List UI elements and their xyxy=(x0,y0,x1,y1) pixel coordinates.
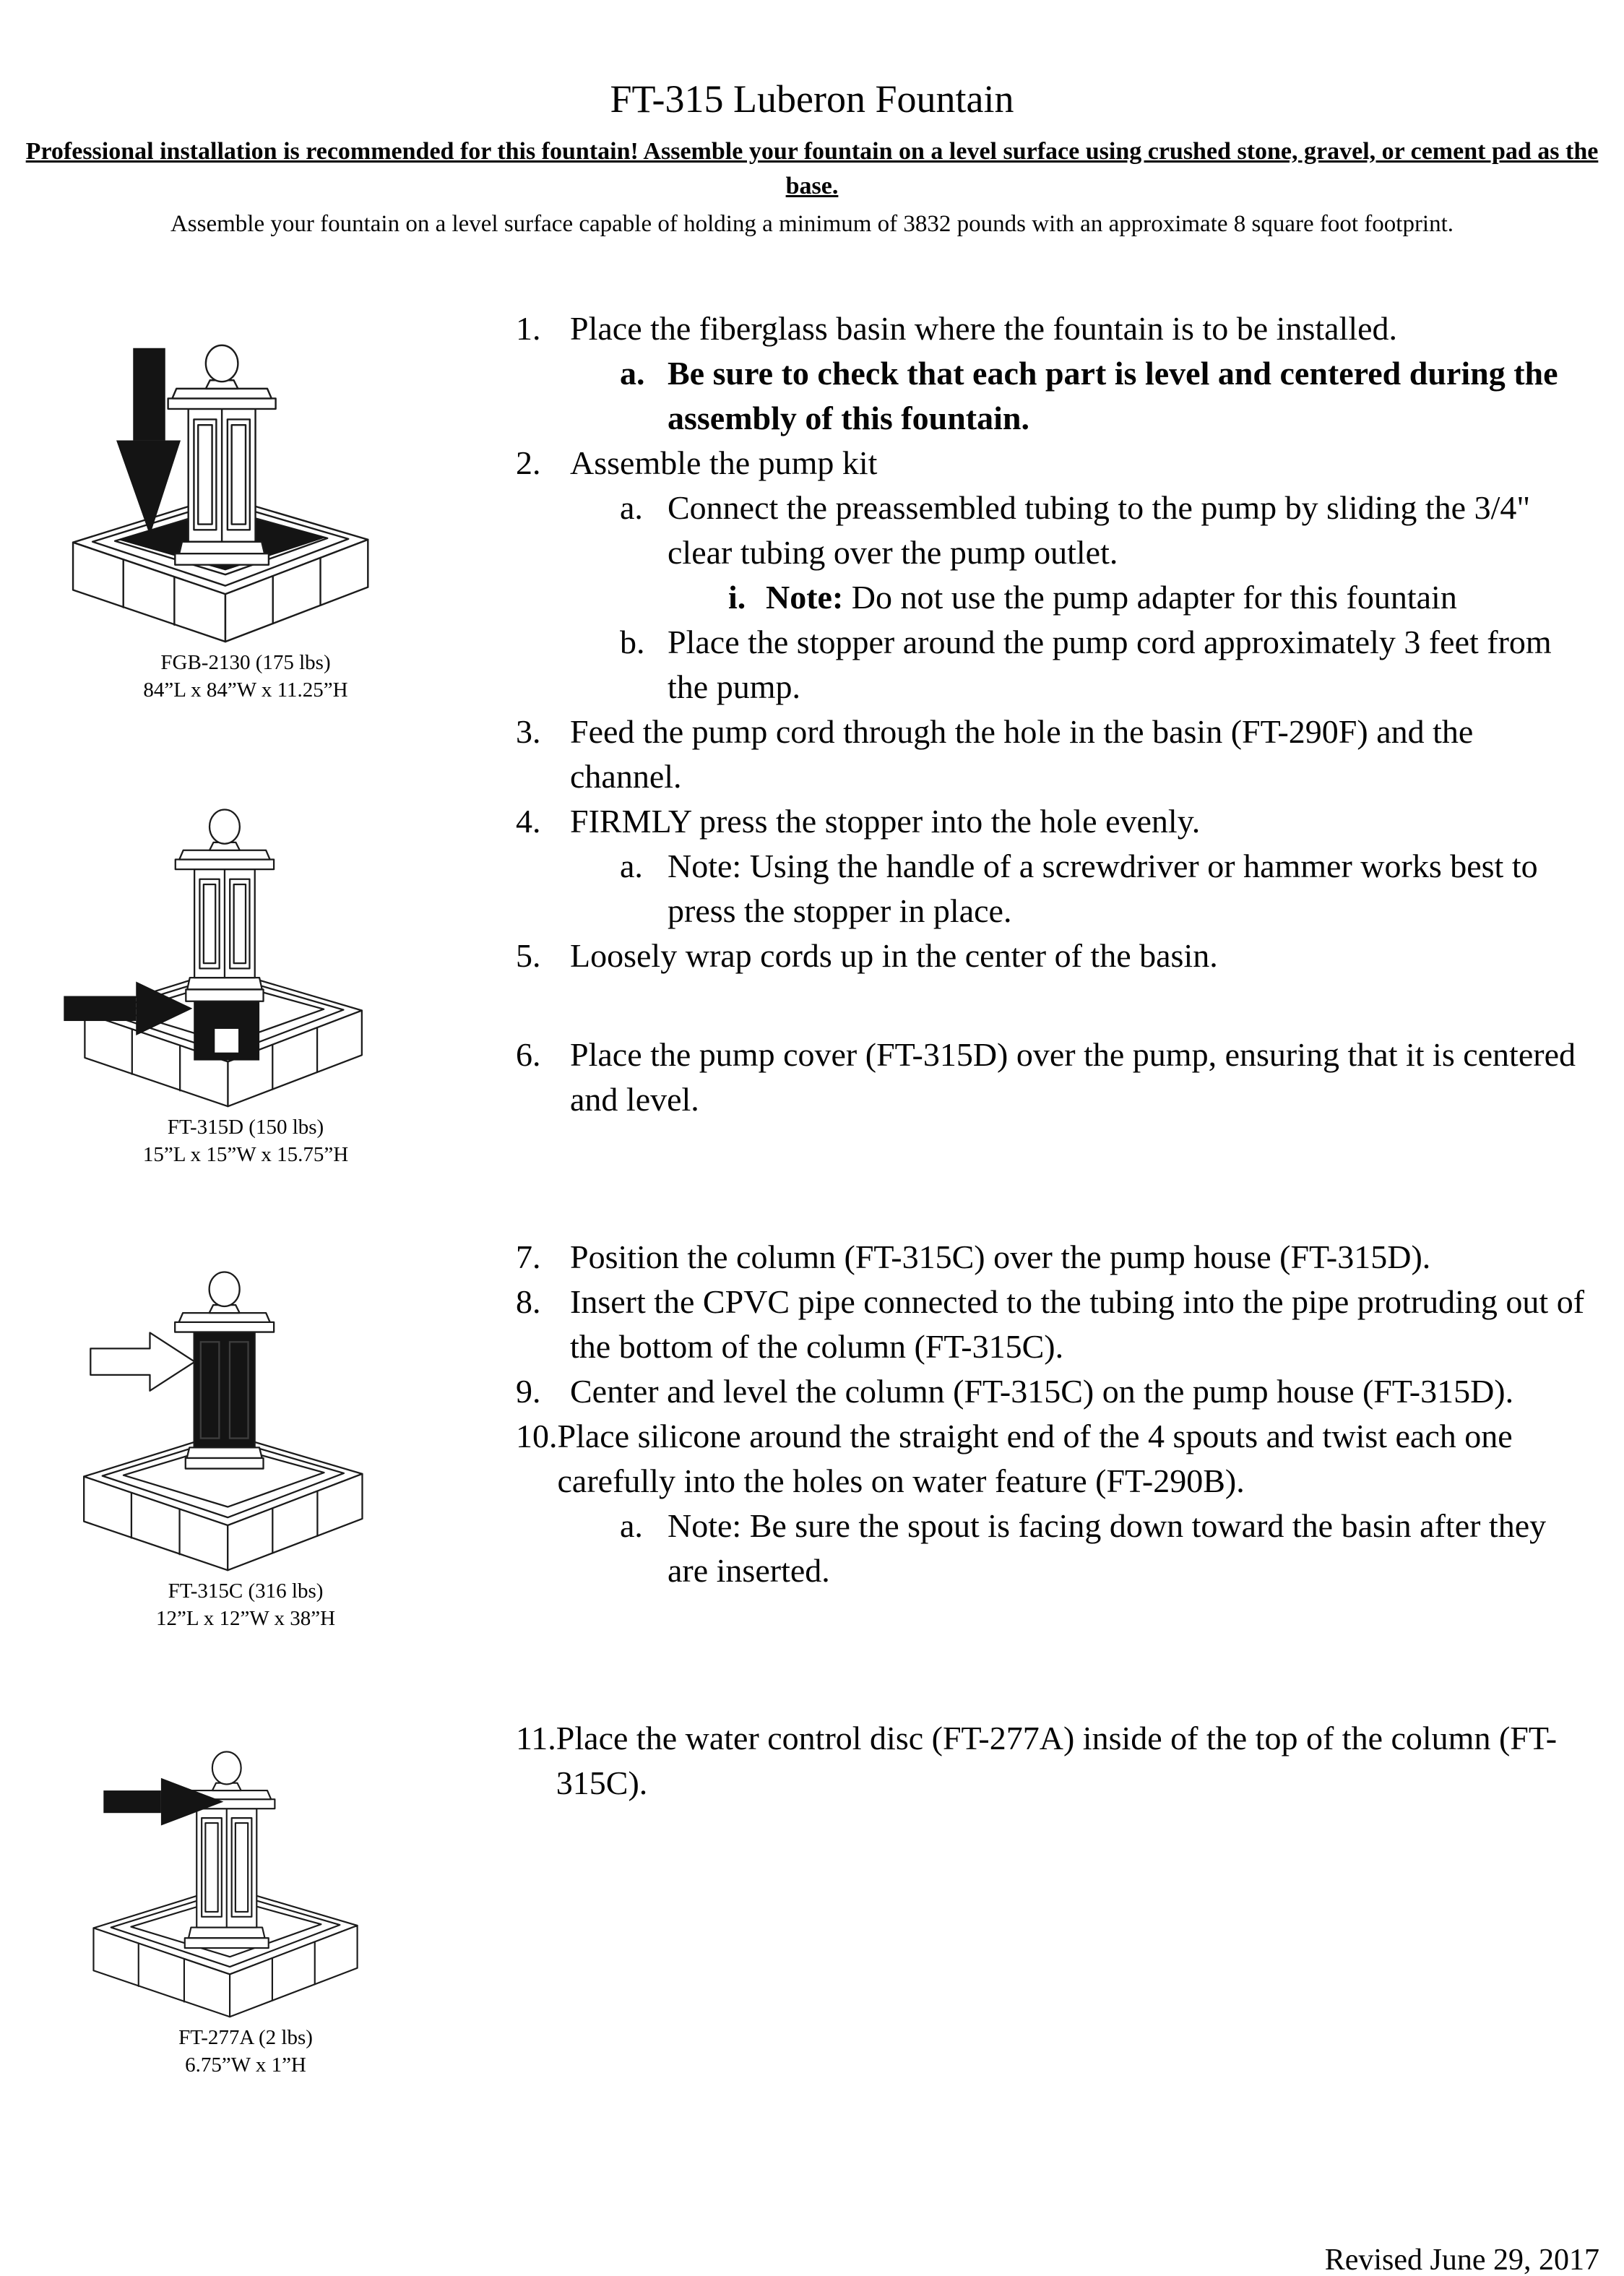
step-5 xyxy=(506,934,1585,978)
step-text: Insert the CPVC pipe connected to the tubing into the pipe protruding out of the bottom of the column (FT-315C). xyxy=(570,1283,1585,1365)
warning-bold-text: Professional installation is recommended for this fountain! Assemble your fountain on a level surface using crushed stone, gravel, or cement pad as the base. xyxy=(25,138,1599,199)
figure-caption xyxy=(43,1113,448,1168)
step-marker: 5. xyxy=(516,937,541,974)
step-marker: 9. xyxy=(516,1373,541,1410)
step-text: Place the water control disc (FT-277A) inside of the top of the column (FT-315C). xyxy=(556,1720,1558,1801)
step-text: Place the pump cover (FT-315D) over the pump, ensuring that it is centered and level. xyxy=(570,1036,1576,1118)
step-10 xyxy=(506,1414,1585,1504)
step-text: FIRMLY press the stopper into the hole evenly. xyxy=(570,803,1201,840)
figure-dimensions: 84”L x 84”W x 11.25”H xyxy=(143,678,348,702)
step-marker: 1. xyxy=(516,310,541,347)
figure-basin xyxy=(43,322,491,704)
column-drawing xyxy=(175,1272,274,1468)
figure-caption xyxy=(43,649,448,704)
step-marker: a. xyxy=(620,848,643,884)
instruction-steps xyxy=(506,306,1585,1806)
step-marker: 4. xyxy=(516,803,541,840)
step-text: Place silicone around the straight end of the 4 spouts and twist each one carefully into the holes on water feature (FT-290B). xyxy=(557,1418,1513,1499)
figure-part-number: FT-315D (150 lbs) xyxy=(167,1116,324,1139)
step-marker: 7. xyxy=(516,1238,541,1275)
figure-caption xyxy=(43,1577,448,1632)
step-marker: 11. xyxy=(516,1720,556,1756)
figure-dimensions: 12”L x 12”W x 38”H xyxy=(155,1607,336,1630)
figure-caption xyxy=(43,2024,448,2079)
figure-part-number: FT-277A (2 lbs) xyxy=(178,2026,313,2049)
step-marker: a. xyxy=(620,355,645,392)
step-4 xyxy=(506,799,1585,844)
step-text: Be sure to check that each part is level and centered during the assembly of this fountain. xyxy=(668,355,1558,436)
revision-date: Revised June 29, 2017 xyxy=(1324,2243,1599,2276)
figure-water-control-disc xyxy=(43,1730,491,2079)
note-label: Note: xyxy=(766,579,844,616)
step-3 xyxy=(506,710,1585,799)
step-text: Note: Using the handle of a screwdriver or hammer works best to press the stopper in place. xyxy=(668,848,1538,929)
down-arrow-icon xyxy=(116,348,181,535)
step-2a xyxy=(506,486,1585,575)
step-text: Center and level the column (FT-315C) on the pump house (FT-315D). xyxy=(570,1373,1514,1410)
column-illustration xyxy=(43,1268,491,1572)
step-10a xyxy=(506,1504,1585,1593)
step-marker: b. xyxy=(620,624,645,660)
step-2 xyxy=(506,441,1585,486)
pump-house-illustration xyxy=(43,806,491,1108)
warning-note-text: Assemble your fountain on a level surface capable of holding a minimum of 3832 pounds with an approximate 8 square foot footprint. xyxy=(170,211,1454,237)
header xyxy=(0,0,1624,240)
step-8 xyxy=(506,1280,1585,1369)
step-text: Position the column (FT-315C) over the pump house (FT-315D). xyxy=(570,1238,1431,1275)
figure-part-number: FGB-2130 (175 lbs) xyxy=(160,651,331,674)
note-text: Do not use the pump adapter for this fountain xyxy=(843,579,1457,616)
step-11 xyxy=(506,1716,1585,1806)
step-marker: 10. xyxy=(516,1418,558,1454)
step-text: Place the fiberglass basin where the fountain is to be installed. xyxy=(570,310,1398,347)
step-4a xyxy=(506,844,1585,934)
step-marker: a. xyxy=(620,489,643,526)
basin-illustration xyxy=(43,322,491,643)
step-marker: 6. xyxy=(516,1036,541,1073)
step-marker: a. xyxy=(620,1507,643,1544)
step-1a xyxy=(506,351,1585,441)
figure-part-number: FT-315C (316 lbs) xyxy=(168,1579,324,1603)
step-marker: 2. xyxy=(516,444,541,481)
right-arrow-outline-icon xyxy=(90,1332,194,1390)
step-9 xyxy=(506,1369,1585,1414)
step-2b xyxy=(506,620,1585,710)
step-text: Note: Be sure the spout is facing down toward the basin after they are inserted. xyxy=(668,1507,1547,1589)
step-text: Place the stopper around the pump cord approximately 3 feet from the pump. xyxy=(668,624,1552,705)
step-text xyxy=(766,575,1585,620)
step-2a-i xyxy=(506,575,1585,620)
step-marker: 3. xyxy=(516,713,541,750)
step-1 xyxy=(506,306,1585,351)
figure-dimensions: 6.75”W x 1”H xyxy=(185,2053,306,2077)
step-text: Feed the pump cord through the hole in the basin (FT-290F) and the channel. xyxy=(570,713,1474,795)
step-marker: 8. xyxy=(516,1283,541,1320)
figure-pump-house xyxy=(43,806,491,1168)
step-text: Assemble the pump kit xyxy=(570,444,878,481)
step-marker: i. xyxy=(728,579,746,616)
step-6 xyxy=(506,1033,1585,1122)
figure-dimensions: 15”L x 15”W x 15.75”H xyxy=(142,1143,349,1166)
water-control-disc-illustration xyxy=(43,1730,491,2018)
step-7 xyxy=(506,1235,1585,1280)
page-title: FT-315 Luberon Fountain xyxy=(610,77,1014,121)
step-text: Connect the preassembled tubing to the pump by sliding the 3/4" clear tubing over the pump outlet. xyxy=(668,489,1531,571)
step-text: Loosely wrap cords up in the center of the basin. xyxy=(570,937,1218,974)
figure-column xyxy=(43,1268,491,1632)
